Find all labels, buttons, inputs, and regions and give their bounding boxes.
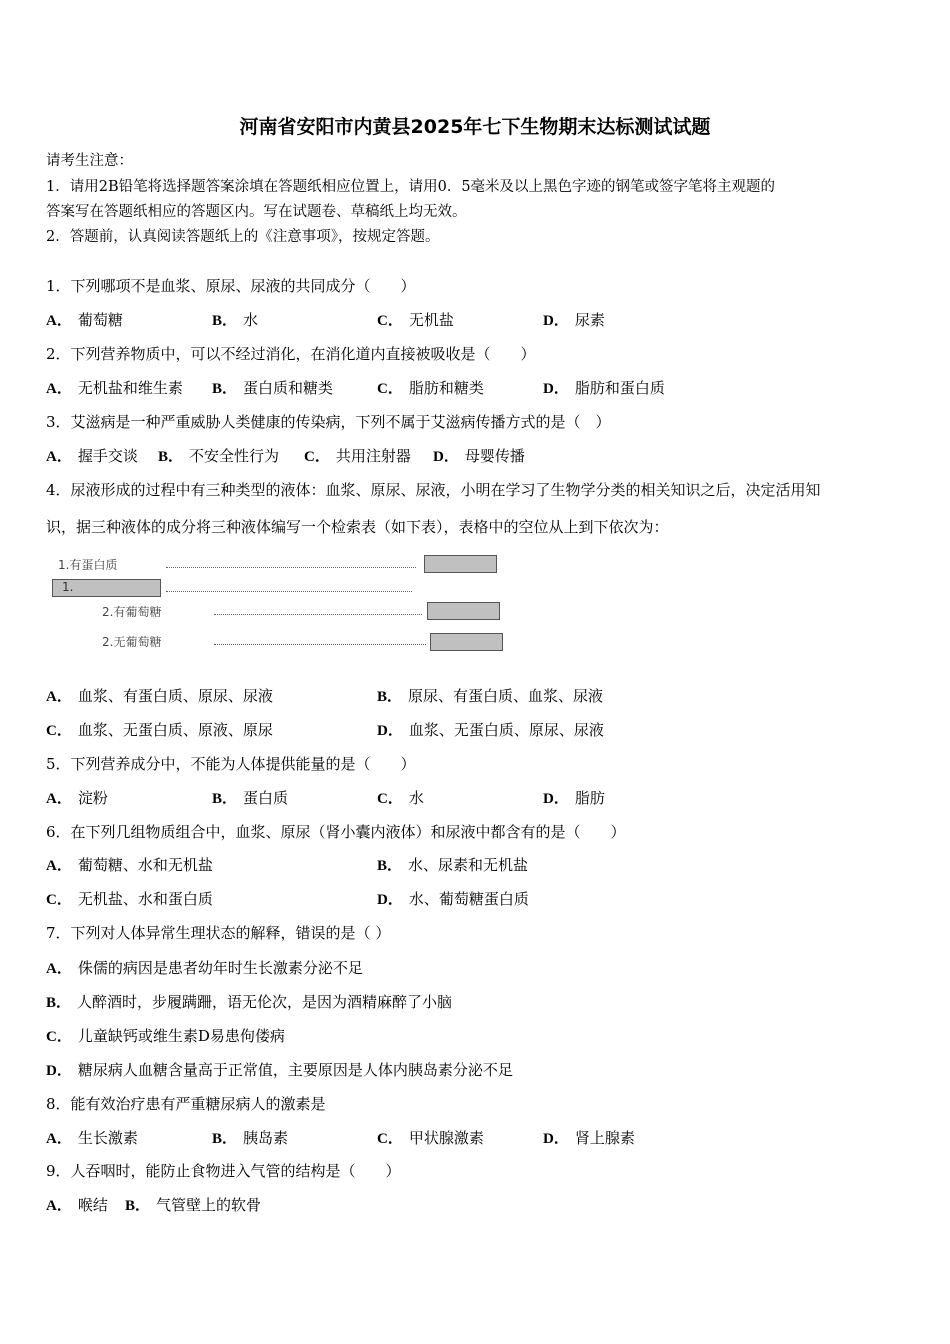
q8-option-d bbox=[543, 1128, 635, 1149]
option-label: B． bbox=[377, 689, 403, 705]
option-text: 共用注射器 bbox=[335, 447, 411, 465]
option-text: 水 bbox=[243, 311, 259, 329]
q7-option-a bbox=[46, 958, 363, 979]
q9-option-b bbox=[125, 1195, 261, 1216]
option-label: D． bbox=[543, 791, 569, 807]
option-text: 喉结 bbox=[77, 1196, 108, 1214]
option-text: 儿童缺钙或维生素D易患佝偻病 bbox=[77, 1027, 285, 1045]
q2-option-c bbox=[377, 378, 484, 399]
question-4-stem-1: 4．尿液形成的过程中有三种类型的液体：血浆、原尿、尿液，小明在学习了生物学分类的相关知识之后，决定活用知 bbox=[46, 481, 821, 499]
option-label: B． bbox=[212, 791, 238, 807]
option-text: 水、尿素和无机盐 bbox=[408, 856, 529, 874]
option-text: 蛋白质和糖类 bbox=[243, 379, 334, 397]
q7-option-b bbox=[46, 992, 452, 1013]
q7-option-c bbox=[46, 1026, 285, 1047]
question-5-stem: 5．下列营养成分中，不能为人体提供能量的是（ ） bbox=[46, 755, 416, 773]
q6-option-d bbox=[377, 889, 529, 910]
question-2-stem: 2．下列营养物质中，可以不经过消化，在消化道内直接被吸收是（ ） bbox=[46, 345, 536, 363]
q5-option-a bbox=[46, 788, 108, 809]
option-text: 人醉酒时，步履蹒跚，语无伦次，是因为酒精麻醉了小脑 bbox=[77, 993, 453, 1011]
option-label: D． bbox=[433, 449, 459, 465]
option-label: A． bbox=[46, 313, 72, 329]
option-label: A． bbox=[46, 381, 72, 397]
question-8-stem: 8．能有效治疗患有严重糖尿病人的激素是 bbox=[46, 1095, 326, 1113]
option-label: B． bbox=[212, 381, 238, 397]
q2-option-a bbox=[46, 378, 183, 399]
option-label: A． bbox=[46, 961, 72, 977]
option-label: D． bbox=[377, 723, 403, 739]
option-label: A． bbox=[46, 1198, 72, 1214]
option-label: C． bbox=[46, 892, 72, 908]
q4-option-d bbox=[377, 720, 604, 741]
option-text: 脂肪 bbox=[574, 789, 605, 807]
question-4-stem-2: 识，据三种液体的成分将三种液体编写一个检索表（如下表），表格中的空位从上到下依次为： bbox=[46, 518, 669, 536]
option-label: A． bbox=[46, 689, 72, 705]
question-1-stem: 1．下列哪项不是血浆、原尿、尿液的共同成分（ ） bbox=[46, 277, 416, 295]
key-leader-4 bbox=[214, 644, 426, 645]
q6-option-c bbox=[46, 889, 213, 910]
option-text: 母婴传播 bbox=[464, 447, 525, 465]
option-text: 生长激素 bbox=[77, 1129, 138, 1147]
option-text: 葡萄糖 bbox=[77, 311, 123, 329]
option-text: 水、葡萄糖蛋白质 bbox=[408, 890, 529, 908]
option-label: D． bbox=[543, 381, 569, 397]
q8-option-c bbox=[377, 1128, 484, 1149]
page-title: 河南省安阳市内黄县2025年七下生物期末达标测试试题 bbox=[239, 116, 711, 138]
q4-option-c bbox=[46, 720, 273, 741]
option-label: D． bbox=[543, 1131, 569, 1147]
q3-option-a bbox=[46, 446, 138, 467]
option-text: 气管壁上的软骨 bbox=[156, 1196, 262, 1214]
key-blank-3 bbox=[427, 602, 500, 620]
option-text: 甲状腺激素 bbox=[408, 1129, 484, 1147]
key-blank-4 bbox=[430, 633, 503, 651]
q1-option-c bbox=[377, 310, 454, 331]
q3-option-d bbox=[433, 446, 525, 467]
option-text: 糖尿病人血糖含量高于正常值，主要原因是人体内胰岛素分泌不足 bbox=[77, 1061, 513, 1079]
option-label: B． bbox=[377, 858, 403, 874]
option-text: 葡萄糖、水和无机盐 bbox=[77, 856, 213, 874]
option-label: C． bbox=[46, 723, 72, 739]
option-label: A． bbox=[46, 858, 72, 874]
option-text: 水 bbox=[408, 789, 424, 807]
option-text: 血浆、无蛋白质、原液、原尿 bbox=[77, 721, 273, 739]
option-label: C． bbox=[304, 449, 330, 465]
q7-option-d bbox=[46, 1060, 513, 1081]
q3-option-c bbox=[304, 446, 411, 467]
option-label: C． bbox=[46, 1029, 72, 1045]
q3-option-b bbox=[158, 446, 279, 467]
option-label: C． bbox=[377, 1131, 403, 1147]
question-3-stem: 3．艾滋病是一种严重威胁人类健康的传染病，下列不属于艾滋病传播方式的是（ ） bbox=[46, 413, 611, 431]
question-9-stem: 9．人吞咽时，能防止食物进入气管的结构是（ ） bbox=[46, 1162, 401, 1180]
notice-line-2: 2．答题前，认真阅读答题纸上的《注意事项》，按规定答题。 bbox=[46, 229, 440, 245]
q6-option-a bbox=[46, 855, 213, 876]
option-label: C． bbox=[377, 313, 403, 329]
option-text: 淀粉 bbox=[77, 789, 108, 807]
q4-option-b bbox=[377, 686, 603, 707]
q1-option-d bbox=[543, 310, 605, 331]
q1-option-a bbox=[46, 310, 123, 331]
key-row-3: 2.有葡萄糖 bbox=[102, 605, 162, 619]
option-text: 握手交谈 bbox=[77, 447, 138, 465]
option-text: 血浆、有蛋白质、原尿、尿液 bbox=[77, 687, 273, 705]
option-text: 侏儒的病因是患者幼年时生长激素分泌不足 bbox=[77, 959, 363, 977]
notice-line-1a: 1．请用2B铅笔将选择题答案涂填在答题纸相应位置上，请用0．5毫米及以上黑色字迹的钢笔或签字笔将主观题的 bbox=[46, 179, 776, 195]
option-text: 无机盐、水和蛋白质 bbox=[77, 890, 213, 908]
option-text: 血浆、无蛋白质、原尿、尿液 bbox=[408, 721, 604, 739]
option-text: 无机盐 bbox=[408, 311, 454, 329]
option-label: B． bbox=[158, 449, 184, 465]
option-label: C． bbox=[377, 381, 403, 397]
option-text: 脂肪和糖类 bbox=[408, 379, 484, 397]
q4-option-a bbox=[46, 686, 273, 707]
q5-option-d bbox=[543, 788, 605, 809]
option-text: 不安全性行为 bbox=[189, 447, 280, 465]
q1-option-b bbox=[212, 310, 258, 331]
q6-option-b bbox=[377, 855, 528, 876]
option-label: A． bbox=[46, 449, 72, 465]
q9-option-a bbox=[46, 1195, 108, 1216]
key-row-4: 2.无葡萄糖 bbox=[102, 635, 162, 649]
key-row-1: 1.有蛋白质 bbox=[58, 558, 118, 572]
notice-heading: 请考生注意： bbox=[46, 153, 133, 169]
option-text: 肾上腺素 bbox=[574, 1129, 635, 1147]
question-6-stem: 6．在下列几组物质组合中，血浆、原尿（肾小囊内液体）和尿液中都含有的是（ ） bbox=[46, 823, 626, 841]
q2-option-d bbox=[543, 378, 665, 399]
option-text: 脂肪和蛋白质 bbox=[574, 379, 665, 397]
option-label: C． bbox=[377, 791, 403, 807]
notice-line-1b: 答案写在答题纸相应的答题区内。写在试题卷、草稿纸上均无效。 bbox=[46, 204, 467, 220]
key-leader-1 bbox=[166, 567, 416, 568]
option-label: D． bbox=[543, 313, 569, 329]
option-text: 蛋白质 bbox=[243, 789, 289, 807]
option-text: 无机盐和维生素 bbox=[77, 379, 183, 397]
q5-option-c bbox=[377, 788, 424, 809]
option-label: A． bbox=[46, 1131, 72, 1147]
option-text: 胰岛素 bbox=[243, 1129, 289, 1147]
option-label: B． bbox=[212, 313, 238, 329]
option-label: D． bbox=[377, 892, 403, 908]
option-label: A． bbox=[46, 791, 72, 807]
option-label: B． bbox=[212, 1131, 238, 1147]
q2-option-b bbox=[212, 378, 333, 399]
option-label: D． bbox=[46, 1063, 72, 1079]
key-blank-1 bbox=[424, 555, 497, 573]
q5-option-b bbox=[212, 788, 288, 809]
q8-option-a bbox=[46, 1128, 138, 1149]
key-leader-3 bbox=[214, 614, 422, 615]
q8-option-b bbox=[212, 1128, 288, 1149]
option-text: 原尿、有蛋白质、血浆、尿液 bbox=[408, 687, 604, 705]
option-label: B． bbox=[125, 1198, 151, 1214]
option-label: B． bbox=[46, 995, 72, 1011]
option-text: 尿素 bbox=[574, 311, 605, 329]
key-leader-2 bbox=[166, 591, 412, 592]
question-7-stem: 7．下列对人体异常生理状态的解释，错误的是（ ） bbox=[46, 924, 391, 942]
key-row-2: 1. bbox=[62, 580, 74, 594]
